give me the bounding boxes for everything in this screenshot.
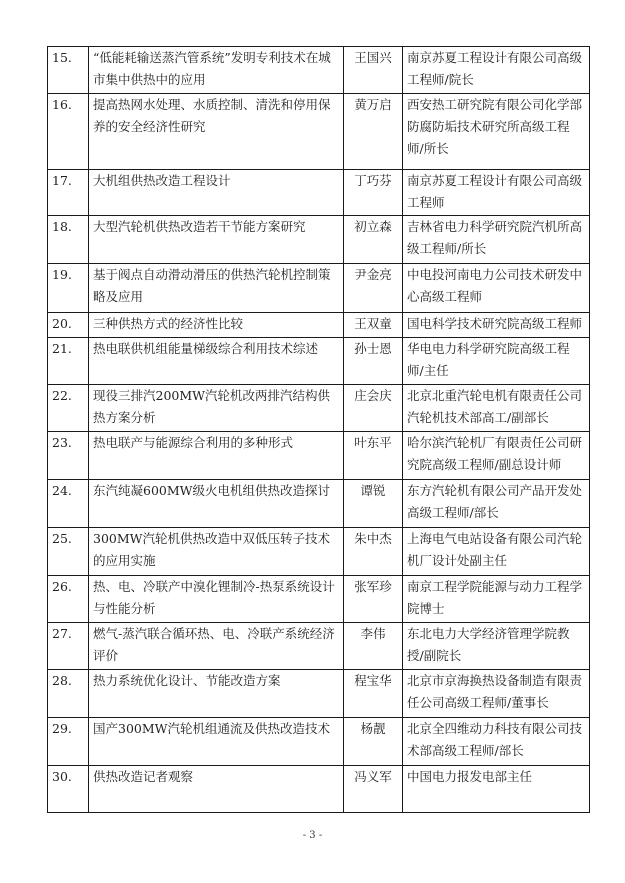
affiliation-text: 西安热工研究院有限公司化学部防腐防垢技术研究所高级工程师/所长 — [407, 97, 583, 156]
table-row — [48, 338, 590, 385]
affiliation-text: 北京全四维动力科技有限公司技术部高级工程师/部长 — [407, 721, 583, 758]
table-row — [48, 264, 590, 313]
report-title-text: 现役三排汽200MW汽轮机改两排汽结构供热方案分析 — [93, 388, 331, 425]
author-name: 孙士恩 — [344, 338, 403, 385]
table-row — [48, 216, 590, 264]
author-affiliation — [403, 766, 590, 813]
affiliation-text: 上海电气电站设备有限公司汽轮机厂设计处副主任 — [407, 531, 583, 568]
report-title-text: 热电联供机组能量梯级综合利用技术综述 — [93, 341, 319, 356]
affiliation-text: 华电电力科学研究院高级工程师/主任 — [407, 341, 570, 378]
report-title — [89, 480, 344, 528]
report-title-text: 东汽纯凝600MW级火电机组供热改造探讨 — [93, 483, 331, 498]
report-title-text: 基于阀点自动滑动滑压的供热汽轮机控制策略及应用 — [93, 267, 331, 304]
table-row — [48, 313, 590, 338]
row-number: 25. — [48, 528, 89, 576]
table-row — [48, 766, 590, 813]
author-name: 庄会庆 — [344, 385, 403, 432]
affiliation-text: 中国电力报发电部主任 — [407, 769, 533, 784]
report-title — [89, 170, 344, 216]
row-number: 17. — [48, 170, 89, 216]
author-name: 王国兴 — [344, 47, 403, 94]
row-number: 19. — [48, 264, 89, 313]
report-title-text: 提高热网水处理、水质控制、清洗和停用保养的安全经济性研究 — [93, 97, 331, 134]
page-number: - 3 - — [302, 830, 323, 841]
report-title-text: 热电联产与能源综合利用的多种形式 — [93, 435, 294, 450]
author-affiliation — [403, 576, 590, 623]
report-title-text: 热、电、冷联产中溴化锂制冷-热泵系统设计与性能分析 — [93, 579, 335, 616]
table-row — [48, 576, 590, 623]
report-title — [89, 94, 344, 170]
affiliation-text: 北京北重汽轮电机有限责任公司汽轮机技术部高工/副部长 — [407, 388, 583, 425]
table-row — [48, 170, 590, 216]
report-title-text: 三种供热方式的经济性比较 — [93, 316, 244, 331]
affiliation-text: 东北电力大学经济管理学院教授/副院长 — [407, 626, 570, 663]
author-name: 初立森 — [344, 216, 403, 264]
row-number: 16. — [48, 94, 89, 170]
row-number: 28. — [48, 670, 89, 718]
row-number: 22. — [48, 385, 89, 432]
author-affiliation — [403, 385, 590, 432]
author-affiliation — [403, 623, 590, 670]
author-affiliation — [403, 670, 590, 718]
author-name: 丁巧芬 — [344, 170, 403, 216]
report-title — [89, 623, 344, 670]
table-row — [48, 432, 590, 480]
affiliation-text: 国电科学技术研究院高级工程师 — [407, 316, 583, 331]
row-number: 21. — [48, 338, 89, 385]
report-title — [89, 47, 344, 94]
author-affiliation — [403, 432, 590, 480]
report-title — [89, 264, 344, 313]
author-affiliation — [403, 47, 590, 94]
author-name: 黄万启 — [344, 94, 403, 170]
author-name: 谭锐 — [344, 480, 403, 528]
table-row — [48, 47, 590, 94]
report-title-text: 供热改造记者观察 — [93, 769, 194, 784]
report-title — [89, 670, 344, 718]
affiliation-text: 北京市京海换热设备制造有限责任公司高级工程师/董事长 — [407, 673, 583, 710]
author-affiliation — [403, 338, 590, 385]
author-affiliation — [403, 216, 590, 264]
author-name: 冯义军 — [344, 766, 403, 813]
author-name: 杨靓 — [344, 718, 403, 766]
report-title-text: 国产300MW汽轮机组通流及供热改造技术 — [93, 721, 331, 736]
report-title-text: 300MW汽轮机供热改造中双低压转子技术的应用实施 — [93, 531, 331, 568]
report-title — [89, 216, 344, 264]
row-number: 26. — [48, 576, 89, 623]
affiliation-text: 中电投河南电力公司技术研发中心高级工程师 — [407, 267, 583, 304]
author-name: 尹金亮 — [344, 264, 403, 313]
affiliation-text: 南京工程学院能源与动力工程学院博士 — [407, 579, 583, 616]
author-affiliation — [403, 170, 590, 216]
row-number: 18. — [48, 216, 89, 264]
report-title-text: 大型汽轮机供热改造若干节能方案研究 — [93, 219, 306, 234]
report-title-text: 燃气-蒸汽联合循环热、电、冷联产系统经济评价 — [93, 626, 335, 663]
affiliation-text: 吉林省电力科学研究院汽机所高级工程师/所长 — [407, 219, 583, 256]
report-title — [89, 528, 344, 576]
author-affiliation — [403, 528, 590, 576]
affiliation-text: 哈尔滨汽轮机厂有限责任公司研究院高级工程师/副总设计师 — [407, 435, 583, 472]
table-row — [48, 718, 590, 766]
speakers-table — [47, 46, 590, 813]
report-title — [89, 313, 344, 338]
row-number: 20. — [48, 313, 89, 338]
author-name: 朱中杰 — [344, 528, 403, 576]
author-affiliation — [403, 718, 590, 766]
report-title — [89, 766, 344, 813]
row-number: 23. — [48, 432, 89, 480]
report-title-text: 热力系统优化设计、节能改造方案 — [93, 673, 281, 688]
table-row — [48, 94, 590, 170]
author-name: 李伟 — [344, 623, 403, 670]
author-name: 王双童 — [344, 313, 403, 338]
affiliation-text: 南京苏夏工程设计有限公司高级工程师 — [407, 173, 583, 210]
affiliation-text: 东方汽轮机有限公司产品开发处高级工程师/部长 — [407, 483, 583, 520]
affiliation-text: 南京苏夏工程设计有限公司高级工程师/院长 — [407, 50, 583, 87]
author-affiliation — [403, 313, 590, 338]
report-title — [89, 718, 344, 766]
report-title — [89, 338, 344, 385]
table-row — [48, 385, 590, 432]
row-number: 24. — [48, 480, 89, 528]
report-title — [89, 432, 344, 480]
table-row — [48, 670, 590, 718]
author-name: 叶东平 — [344, 432, 403, 480]
row-number: 15. — [48, 47, 89, 94]
report-title — [89, 385, 344, 432]
author-name: 张军珍 — [344, 576, 403, 623]
author-name: 程宝华 — [344, 670, 403, 718]
report-title — [89, 576, 344, 623]
author-affiliation — [403, 480, 590, 528]
author-affiliation — [403, 264, 590, 313]
table-row — [48, 623, 590, 670]
report-title-text: 大机组供热改造工程设计 — [93, 173, 231, 188]
author-affiliation — [403, 94, 590, 170]
table-row — [48, 480, 590, 528]
row-number: 27. — [48, 623, 89, 670]
table-row — [48, 528, 590, 576]
row-number: 29. — [48, 718, 89, 766]
row-number: 30. — [48, 766, 89, 813]
report-title-text: “低能耗输送蒸汽管系统”发明专利技术在城市集中供热中的应用 — [93, 50, 331, 87]
